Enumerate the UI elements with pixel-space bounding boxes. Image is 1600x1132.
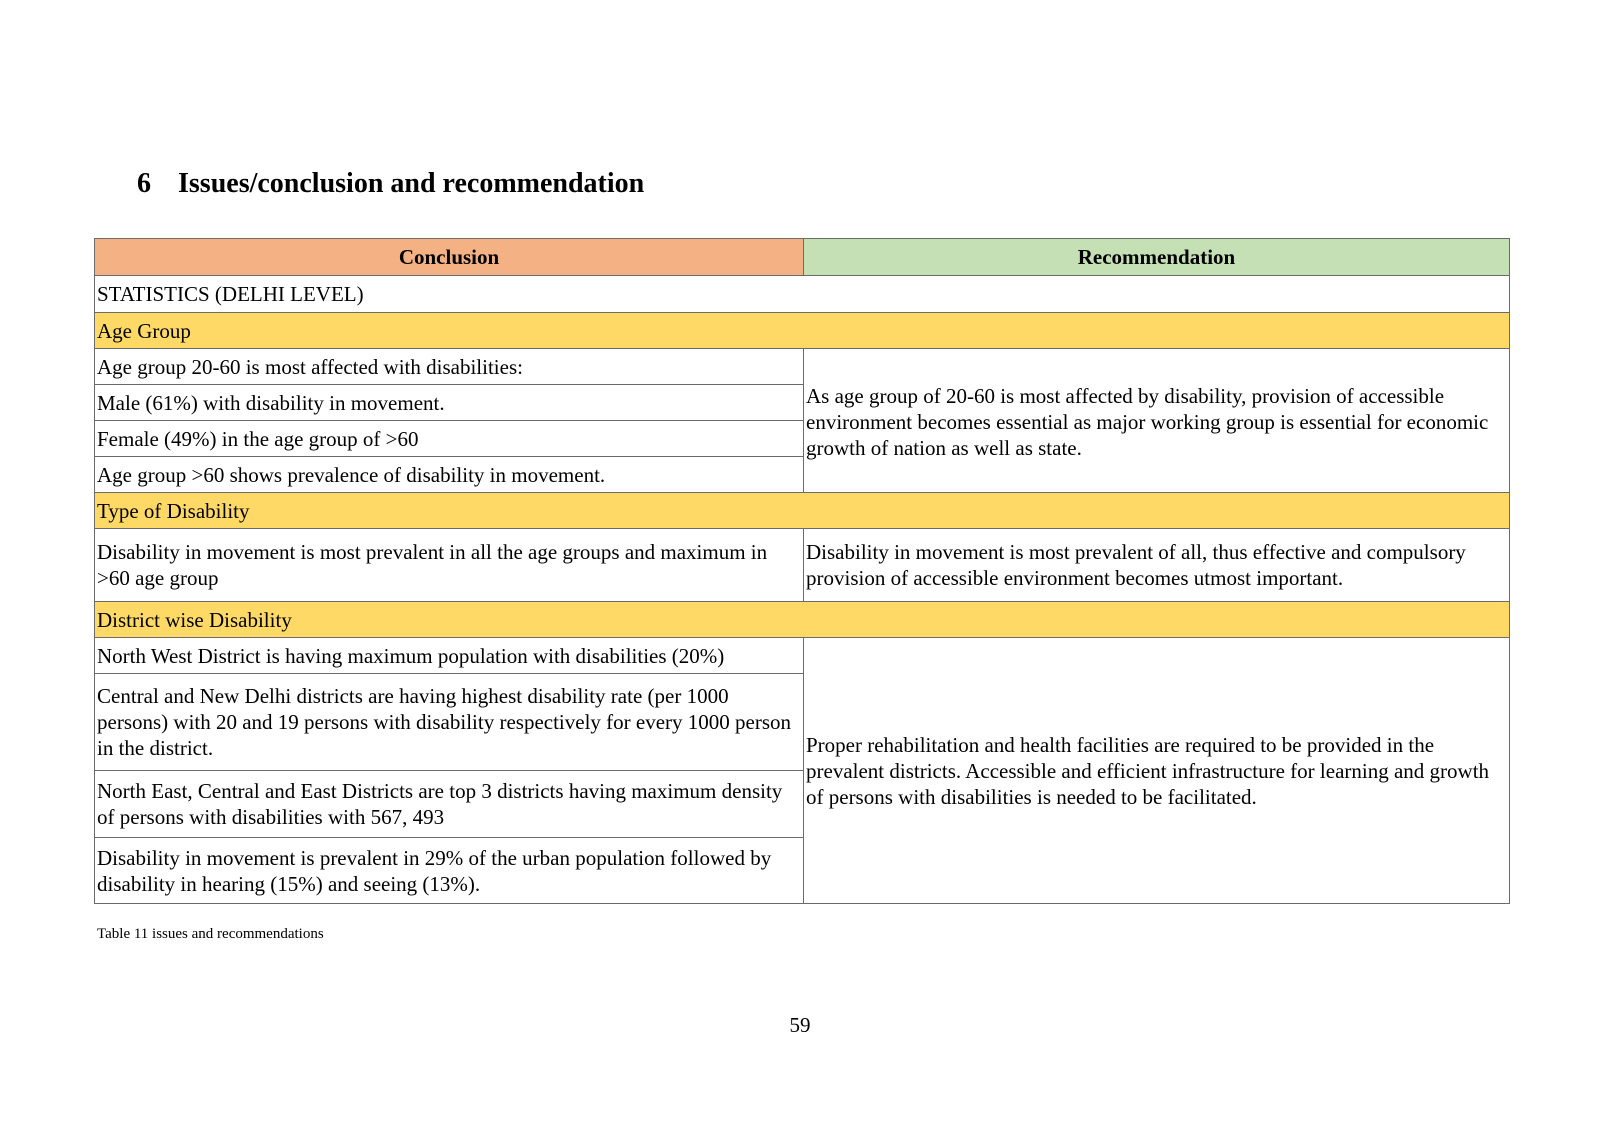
section-title-age-group: Age Group	[95, 313, 1510, 349]
section-row-district-wise-disability	[95, 602, 1510, 638]
conclusion-cell: Age group 20-60 is most affected with disabilities:	[95, 349, 804, 385]
table-row	[95, 529, 1510, 602]
table-header-row	[95, 239, 1510, 276]
conclusion-cell: Age group >60 shows prevalence of disability in movement.	[95, 457, 804, 493]
conclusion-cell: North East, Central and East Districts are top 3 districts having maximum density of persons with disabilities with 567, 493	[95, 771, 804, 838]
conclusion-cell: Central and New Delhi districts are having highest disability rate (per 1000 persons) with 20 and 19 persons with disability respectively for every 1000 person in the district.	[95, 674, 804, 771]
table-caption: Table 11 issues and recommendations	[97, 926, 324, 942]
section-title-type-of-disability: Type of Disability	[95, 493, 1510, 529]
table-title-row	[95, 276, 1510, 313]
section-row-age-group	[95, 313, 1510, 349]
page-number: 59	[789, 1013, 811, 1037]
section-heading	[137, 168, 644, 200]
issues-recommendations-table	[94, 238, 1510, 904]
recommendation-cell-district-wise: Proper rehabilitation and health facilities are required to be provided in the prevalent districts. Accessible and efficient infrastructure for learning and growth of persons with disabilities is needed to be facilitated.	[804, 638, 1510, 904]
statistics-title: STATISTICS (DELHI LEVEL)	[95, 276, 1510, 313]
conclusion-header: Conclusion	[95, 239, 804, 276]
table-row	[95, 638, 1510, 674]
section-number: 6	[137, 168, 151, 199]
recommendation-cell-age-group: As age group of 20-60 is most affected by disability, provision of accessible environment becomes essential as major working group is essential for economic growth of nation as well as state.	[804, 349, 1510, 493]
conclusion-cell: Female (49%) in the age group of >60	[95, 421, 804, 457]
conclusion-cell: North West District is having maximum population with disabilities (20%)	[95, 638, 804, 674]
conclusion-cell: Disability in movement is most prevalent in all the age groups and maximum in >60 age group	[95, 529, 804, 602]
recommendation-header: Recommendation	[804, 239, 1510, 276]
table-row	[95, 349, 1510, 385]
section-row-type-of-disability	[95, 493, 1510, 529]
conclusion-cell: Male (61%) with disability in movement.	[95, 385, 804, 421]
conclusion-cell: Disability in movement is prevalent in 29% of the urban population followed by disability in hearing (15%) and seeing (13%).	[95, 838, 804, 904]
recommendation-cell-type-of-disability: Disability in movement is most prevalent of all, thus effective and compulsory provision of accessible environment becomes utmost important.	[804, 529, 1510, 602]
section-title: Issues/conclusion and recommendation	[178, 168, 645, 199]
section-title-district-wise-disability: District wise Disability	[95, 602, 1510, 638]
